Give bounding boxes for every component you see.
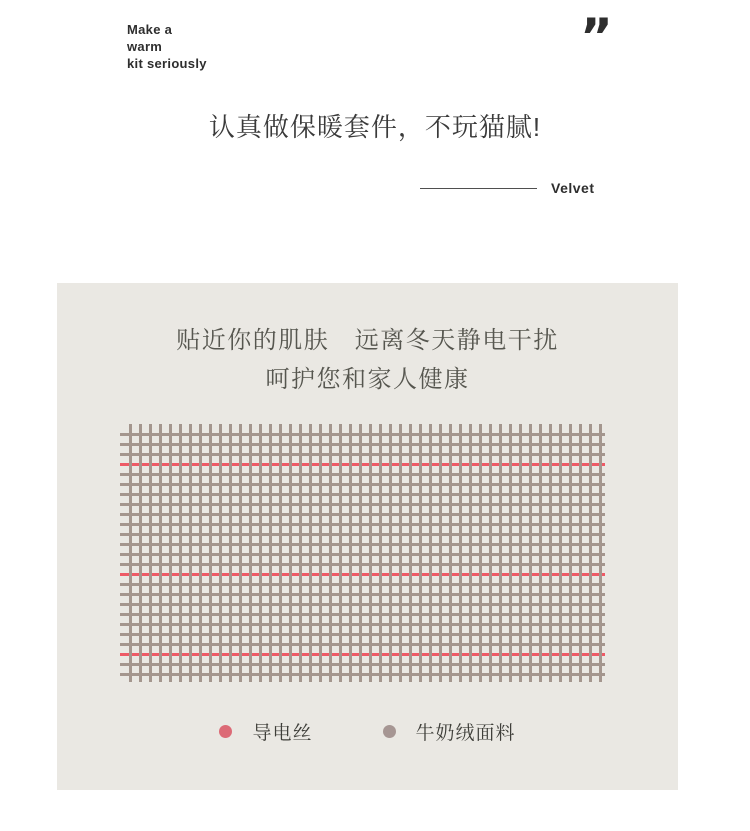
taupe-dot-icon [383, 725, 396, 738]
quote-mark-icon: ” [580, 8, 613, 66]
red-dot-icon [219, 725, 232, 738]
legend-label-milk-velvet-fabric: 牛奶绒面料 [415, 723, 516, 744]
warp-threads [129, 424, 602, 682]
divider-line [420, 188, 537, 189]
legend-label-conductive-wire: 导电丝 [252, 723, 313, 744]
panel-heading [57, 283, 678, 399]
brand-tagline-line3: kit seriously [127, 56, 207, 71]
legend-item-conductive-wire [219, 718, 312, 745]
velvet-label: Velvet [551, 180, 595, 196]
panel-heading-line1: 贴近你的肌肤 远离冬天静电干扰 [176, 327, 559, 354]
brand-tagline-line2: warm [127, 39, 163, 54]
brand-tagline-line1: Make a [127, 22, 173, 37]
legend-item-milk-velvet-fabric [383, 718, 516, 745]
panel-heading-line2: 呵护您和家人健康 [265, 366, 470, 393]
page-title: 认真做保暖套件，不玩猫腻! [208, 112, 542, 142]
fabric-panel [57, 283, 678, 790]
fabric-mesh-illustration [120, 424, 605, 682]
velvet-caption [420, 180, 594, 196]
brand-tagline [127, 21, 207, 72]
legend [57, 718, 678, 745]
